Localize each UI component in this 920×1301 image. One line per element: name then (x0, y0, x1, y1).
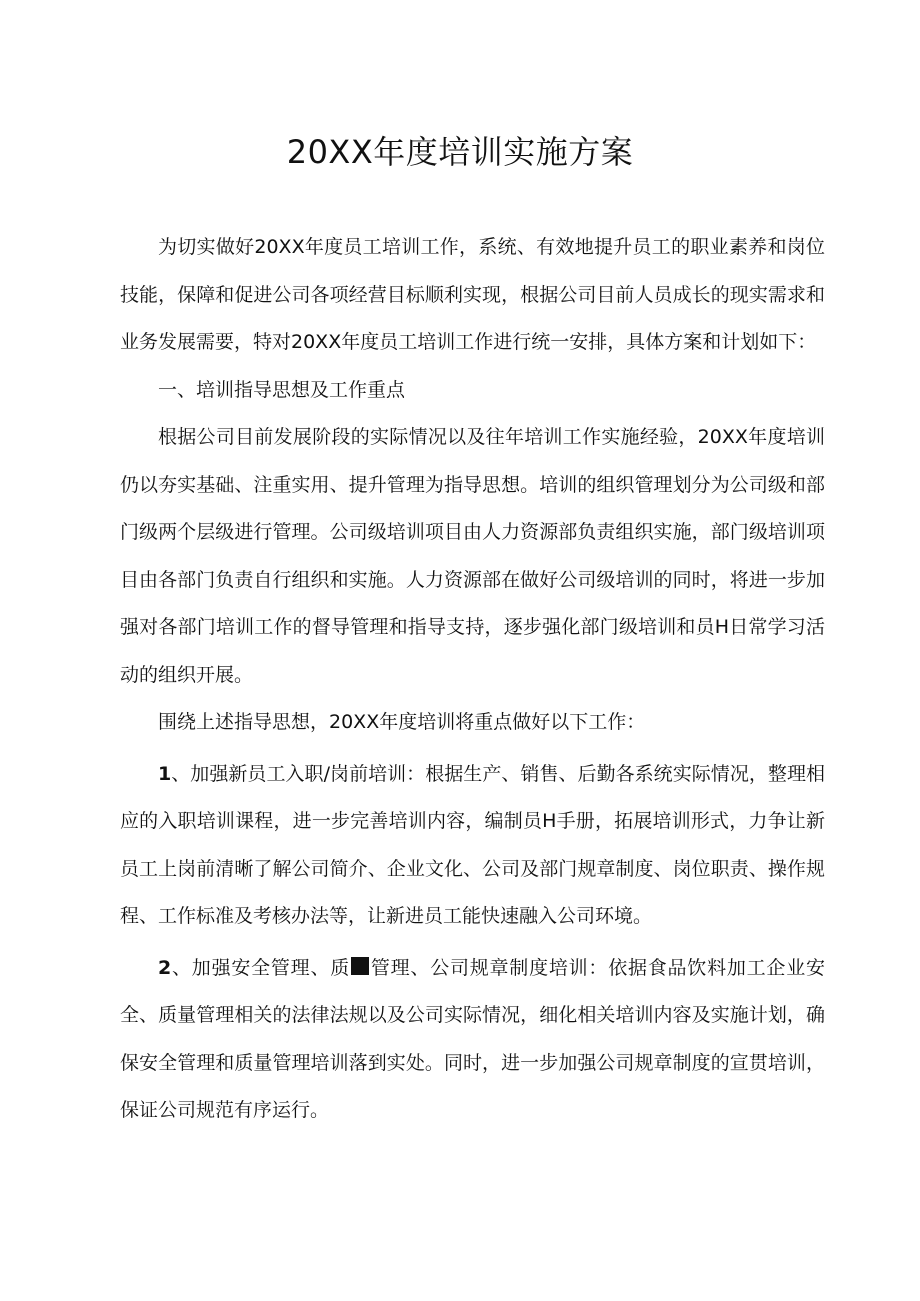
item-2-paragraph (120, 945, 825, 1135)
item-2-number: 2 (158, 956, 172, 979)
intro-paragraph: 为切实做好20XX年度员工培训工作，系统、有效地提升员工的职业素养和岗位技能，保障和促进公司各项经营目标顺利实现，根据公司目前人员成长的现实需求和业务发展需要，特对20XX年度员工培训工作进行统一安排，具体方案和计划如下： (120, 236, 825, 353)
document-title: 20XX年度培训实施方案 (286, 133, 634, 171)
guiding-thought-paragraph: 根据公司目前发展阶段的实际情况以及往年培训工作实施经验，20XX年度培训仍以夯实基础、注重实用、提升管理为指导思想。培训的组织管理划分为公司级和部门级两个层级进行管理。公司级培训项目由人力资源部负责组织实施，部门级培训项目由各部门负责自行组织和实施。人力资源部在做好公司级培训的同时，将进一步加强对各部门培训工作的督导管理和指导支持，逐步强化部门级培训和员H日常学习活动的组织开展。 (120, 426, 825, 686)
item-2-text-before: 、加强安全管理、质 (171, 956, 351, 979)
redaction-block (351, 957, 369, 975)
section-heading: 一、培训指导思想及工作重点 (158, 378, 406, 401)
item-2-text-after: 管理、公司规章制度培训：依据食品饮料加工企业安全、质量管理相关的法律法规以及公司实际情况，细化相关培训内容及实施计划，确保安全管理和质量管理培训落到实处。同时，进一步加强公司规章制度的宣贯培训，保证公司规范有序运行。 (120, 956, 825, 1121)
document-body (120, 224, 825, 1135)
item-1-paragraph (120, 751, 825, 941)
item-1-text: 、加强新员工入职/岗前培训：根据生产、销售、后勤各系统实际情况，整理相应的入职培训课程，进一步完善培训内容，编制员H手册，拓展培训形式，力争让新员工上岗前清晰了解公司简介、企业文化、公司及部门规章制度、岗位职责、操作规程、工作标准及考核办法等，让新进员工能快速融入公司环境。 (120, 762, 825, 927)
item-1-number: 1 (158, 762, 172, 785)
work-focus-intro-paragraph: 围绕上述指导思想，20XX年度培训将重点做好以下工作： (158, 711, 646, 733)
